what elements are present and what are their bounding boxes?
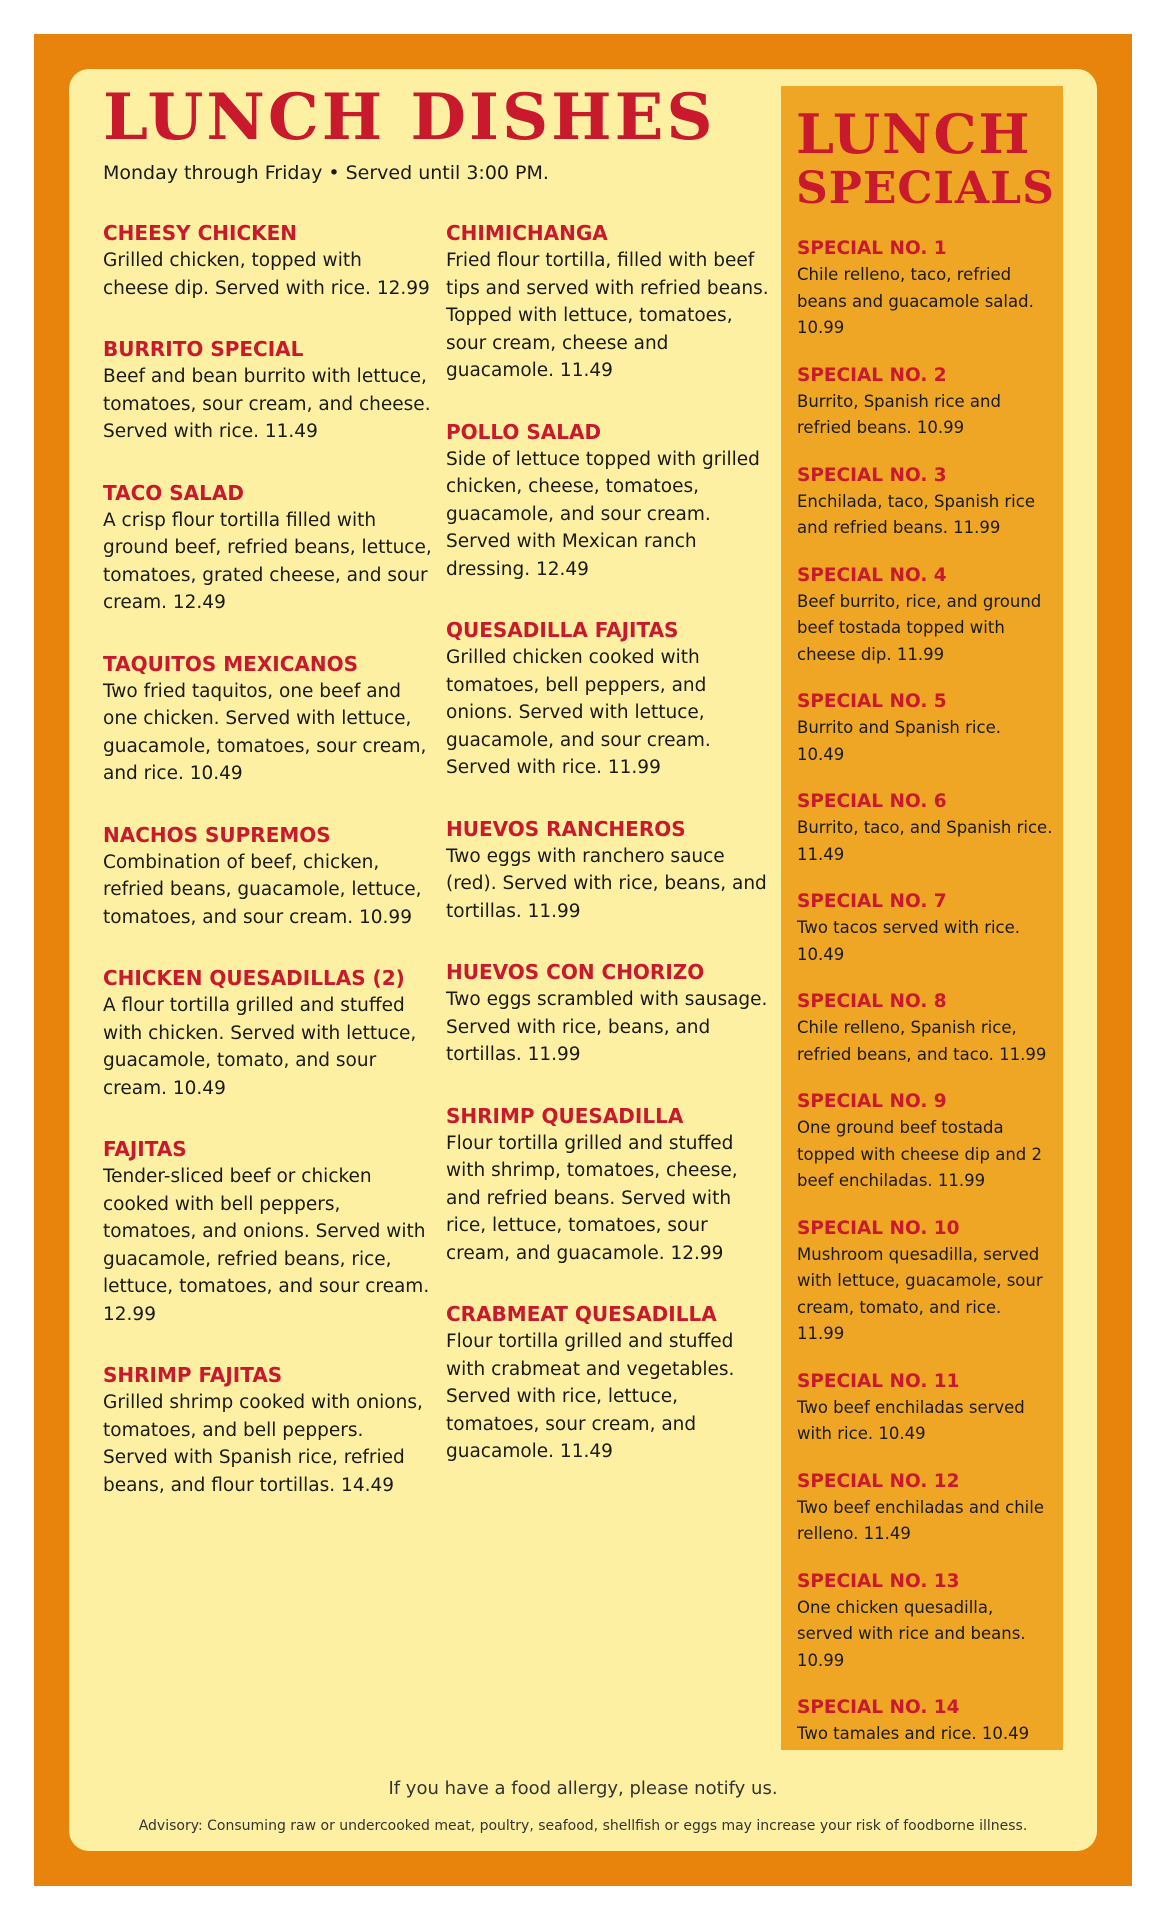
special-item [797,989,1053,1068]
menu-item-description: Tender-sliced beef or chicken cooked with bell peppers, tomatoes, and onions. Served with guacamole, refried beans, rice, lettuce, tomatoes, and sour cream. 12.99 [103,1166,430,1325]
menu-item-description: A crisp flour tortilla filled with ground beef, refried beans, lettuce, tomatoes, grated cheese, and sour cream. 12.49 [103,509,432,613]
service-hours: Monday through Friday • Served until 3:00 PM. [103,162,549,184]
special-item [797,463,1053,542]
special-item [797,1569,1053,1675]
special-item-description: One chicken quesadilla, served with rice and beans. 10.99 [797,1597,1026,1670]
special-item-name: SPECIAL NO. 10 [797,1217,960,1239]
special-item-name: SPECIAL NO. 7 [797,891,947,912]
menu-item [446,1300,771,1466]
menu-item [103,479,433,617]
menu-item-description: Beef and bean burrito with lettuce, tomatoes, sour cream, and cheese. Served with rice. 11.49 [103,366,431,442]
menu-item-description: Two eggs with ranchero sauce (red). Served with rice, beans, and tortillas. 11.99 [446,845,767,922]
special-item-name: SPECIAL NO. 11 [797,1370,960,1392]
menu-item-description: Side of lettuce topped with grilled chicken, cheese, tomatoes, guacamole, and sour cream. Served with Mexican ranch dressing. 12.49 [446,448,760,580]
menu-item-name: CHIMICHANGA [446,221,608,245]
special-item-name: SPECIAL NO. 5 [797,691,947,712]
special-item-name: SPECIAL NO. 14 [797,1697,960,1718]
allergy-notice: If you have a food allergy, please notify us. [388,1778,778,1799]
menu-item-description: Grilled chicken cooked with tomatoes, bell peppers, and onions. Served with lettuce, guacamole, and sour cream. Served with rice. 11.99 [446,647,711,778]
menu-item-description: Grilled chicken, topped with cheese dip. Served with rice. 12.99 [103,250,430,299]
menu-item [446,1102,771,1268]
menu-item [446,815,771,926]
menu-item [103,821,433,932]
menu-item-name: POLLO SALAD [446,419,602,444]
specials-list [797,236,1053,1769]
menu-item-name: TACO SALAD [103,480,244,505]
special-item [797,789,1053,868]
special-item-name: SPECIAL NO. 8 [797,991,947,1012]
special-item-name: SPECIAL NO. 13 [797,1570,960,1592]
special-item-description: Enchilada, taco, Spanish rice and refried beans. 11.99 [797,491,1035,537]
menu-item [103,335,433,446]
special-item-description: Mushroom quesadilla, served with lettuce, guacamole, sour cream, tomato, and rice. 11.99 [797,1244,1043,1343]
menu-item-name: HUEVOS RANCHEROS [446,816,686,841]
menu-item-name: CHICKEN QUESADILLAS (2) [103,966,405,990]
menu-item-description: Two eggs scrambled with sausage. Served with rice, beans, and tortillas. 11.99 [446,989,768,1065]
special-item-description: Two tamales and rice. 10.49 [797,1724,1030,1743]
menu-item [103,650,433,788]
specials-title [796,102,1055,214]
special-item-name: SPECIAL NO. 12 [797,1470,960,1492]
menu-item-name: QUESADILLA FAJITAS [446,618,679,642]
special-item-name: SPECIAL NO. 9 [797,1091,947,1112]
menu-item-name: BURRITO SPECIAL [103,337,304,361]
menu-item-name: HUEVOS CON CHORIZO [446,960,705,984]
special-item-name: SPECIAL NO. 4 [797,564,947,586]
menu-item-name: NACHOS SUPREMOS [103,822,331,847]
special-item [797,363,1053,442]
menu-item-description: Combination of beef, chicken, refried beans, guacamole, lettuce, tomatoes, and sour cream. 10.99 [103,851,422,928]
special-item-name: SPECIAL NO. 6 [797,791,947,812]
food-advisory: Advisory: Consuming raw or undercooked meat, poultry, seafood, shellfish or eggs may increase your risk of foodborne illness. [138,1818,1028,1834]
special-item [797,1369,1053,1448]
menu-item-name: TAQUITOS MEXICANOS [103,651,358,676]
dishes-column-middle [446,219,771,1499]
menu-item-name: SHRIMP QUESADILLA [446,1103,684,1128]
menu-item-description: Flour tortilla grilled and stuffed with crabmeat and vegetables. Served with rice, lettuce, tomatoes, sour cream, and guacamole. 11.49 [446,1331,735,1462]
special-item [797,236,1053,342]
special-item-description: Chile relleno, taco, refried beans and guacamole salad. 10.99 [797,265,1034,337]
menu-item [103,1135,433,1328]
page-title: LUNCH DISHES [103,80,716,155]
menu-item-description: Fried flour tortilla, filled with beef tips and served with refried beans. Topped with lettuce, tomatoes, sour cream, cheese and guacamole. 11.49 [446,250,769,381]
special-item-description: One ground beef tostada topped with cheese dip and 2 beef enchiladas. 11.99 [797,1118,1043,1190]
special-item [797,1216,1053,1348]
menu-item-description: Grilled shrimp cooked with onions, tomatoes, and bell peppers. Served with Spanish rice, refried beans, and flour tortillas. 14.49 [103,1392,423,1496]
menu-item-name: SHRIMP FAJITAS [103,1363,283,1387]
menu-item [103,964,433,1102]
special-item-description: Beef burrito, rice, and ground beef tostada topped with cheese dip. 11.99 [797,591,1042,664]
special-item-description: Burrito, taco, and Spanish rice. 11.49 [797,818,1053,864]
menu-item-description: Flour tortilla grilled and stuffed with shrimp, tomatoes, cheese, and refried beans. Served with rice, lettuce, tomatoes, sour cream, and guacamole. 12.99 [446,1132,738,1264]
special-item-name: SPECIAL NO. 1 [797,238,947,259]
special-item [797,689,1053,768]
special-item-name: SPECIAL NO. 3 [797,464,947,486]
special-item-name: SPECIAL NO. 2 [797,364,947,386]
special-item-description: Two tacos served with rice. 10.49 [797,918,1021,964]
menu-item [446,616,771,782]
special-item [797,1469,1053,1548]
special-item [797,889,1053,968]
special-item [797,1695,1053,1748]
specials-title-line-2: SPECIALS [796,163,1055,214]
menu-item [103,1361,433,1499]
special-item [797,1089,1053,1195]
menu-item [446,219,771,385]
specials-title-line-1: LUNCH [796,102,1032,166]
menu-item-name: CRABMEAT QUESADILLA [446,1302,717,1326]
special-item-description: Burrito, Spanish rice and refried beans. 10.99 [797,391,1001,437]
special-item-description: Chile relleno, Spanish rice, refried beans, and taco. 11.99 [797,1018,1047,1064]
special-item-description: Two beef enchiladas and chile relleno. 11.49 [797,1497,1044,1543]
special-item-description: Two beef enchiladas served with rice. 10.49 [797,1397,1025,1443]
menu-item [103,219,433,302]
menu-item-description: Two fried taquitos, one beef and one chicken. Served with lettuce, guacamole, tomatoes, sour cream, and rice. 10.49 [103,680,427,784]
menu-item [446,958,771,1069]
special-item [797,563,1053,669]
menu-item-name: FAJITAS [103,1137,187,1161]
menu-item-name: CHEESY CHICKEN [103,221,298,245]
menu-item-description: A flour tortilla grilled and stuffed with chicken. Served with lettuce, guacamole, tomato, and sour cream. 10.49 [103,995,417,1099]
menu-item [446,418,771,584]
special-item-description: Burrito and Spanish rice. 10.49 [797,718,1001,764]
dishes-column-left [103,219,433,1532]
